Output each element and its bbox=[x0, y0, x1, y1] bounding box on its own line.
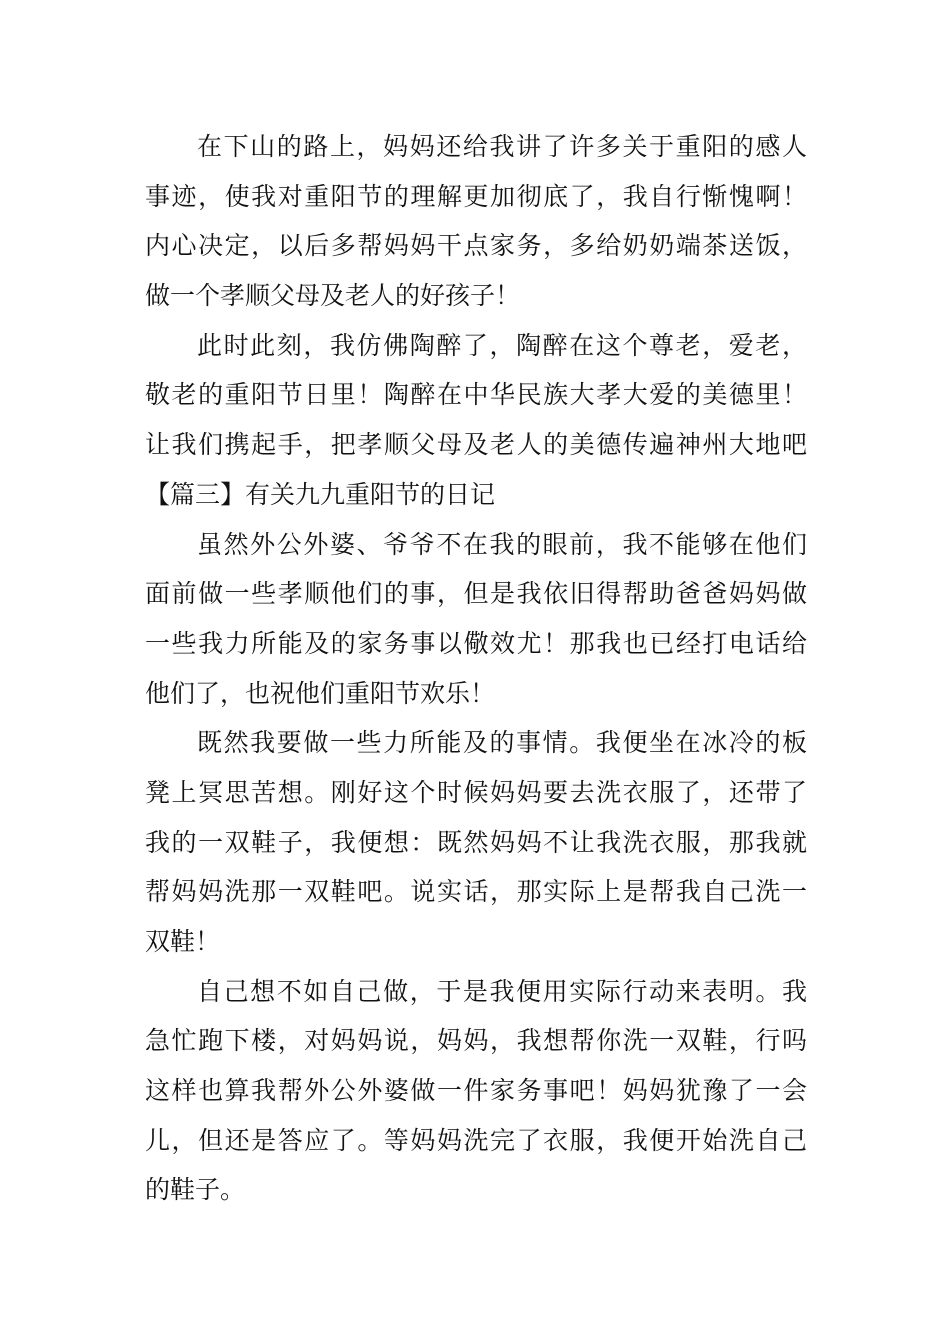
text-line: 的鞋子。 bbox=[145, 1175, 246, 1205]
paragraph-3 bbox=[145, 520, 807, 719]
paragraph-1 bbox=[145, 122, 807, 321]
text-line: 让我们携起手，把孝顺父母及老人的美德传遍神州大地吧 bbox=[145, 430, 807, 460]
text-line: 事迹，使我对重阳节的理解更加彻底了，我自行惭愧啊！ bbox=[145, 181, 807, 211]
text-line: 凳上冥思苦想。刚好这个时候妈妈要去洗衣服了，还带了 bbox=[145, 777, 807, 807]
text-line: 在下山的路上，妈妈还给我讲了许多关于重阳的感人 bbox=[197, 132, 807, 161]
text-line: 帮妈妈洗那一双鞋吧。说实话，那实际上是帮我自己洗一 bbox=[145, 877, 807, 907]
paragraph-4 bbox=[145, 718, 807, 966]
text-line: 一些我力所能及的家务事以儆效尤！那我也已经打电话给 bbox=[145, 628, 807, 658]
text-line: 既然我要做一些力所能及的事情。我便坐在冰冷的板 bbox=[197, 728, 807, 758]
text-line: 虽然外公外婆、爷爷不在我的眼前，我不能够在他们 bbox=[197, 529, 807, 559]
text-line: 此时此刻，我仿佛陶醉了，陶醉在这个尊老，爱老， bbox=[197, 330, 807, 360]
text-line: 他们了，也祝他们重阳节欢乐！ bbox=[145, 678, 496, 708]
text-line: 敬老的重阳节日里！陶醉在中华民族大孝大爱的美德里！ bbox=[145, 380, 807, 410]
paragraph-5 bbox=[145, 967, 807, 1215]
text-line: 双鞋！ bbox=[145, 927, 221, 956]
document-body bbox=[145, 122, 807, 1215]
text-line: 这样也算我帮外公外婆做一件家务事吧！妈妈犹豫了一会 bbox=[145, 1076, 807, 1106]
text-line: 我的一双鞋子，我便想：既然妈妈不让我洗衣服，那我就 bbox=[145, 827, 807, 857]
text-line: 急忙跑下楼，对妈妈说，妈妈，我想帮你洗一双鞋，行吗 bbox=[145, 1026, 807, 1056]
text-line: 做一个孝顺父母及老人的好孩子！ bbox=[145, 281, 521, 311]
text-line: 面前做一些孝顺他们的事，但是我依旧得帮助爸爸妈妈做 bbox=[145, 579, 807, 609]
text-line: 内心决定，以后多帮妈妈干点家务，多给奶奶端茶送饭， bbox=[145, 231, 807, 261]
section-heading: 【篇三】有关九九重阳节的日记 bbox=[145, 479, 496, 509]
paragraph-2 bbox=[145, 321, 807, 470]
text-line: 儿，但还是答应了。等妈妈洗完了衣服，我便开始洗自己 bbox=[145, 1125, 807, 1155]
text-line: 自己想不如自己做，于是我便用实际行动来表明。我 bbox=[197, 976, 807, 1006]
